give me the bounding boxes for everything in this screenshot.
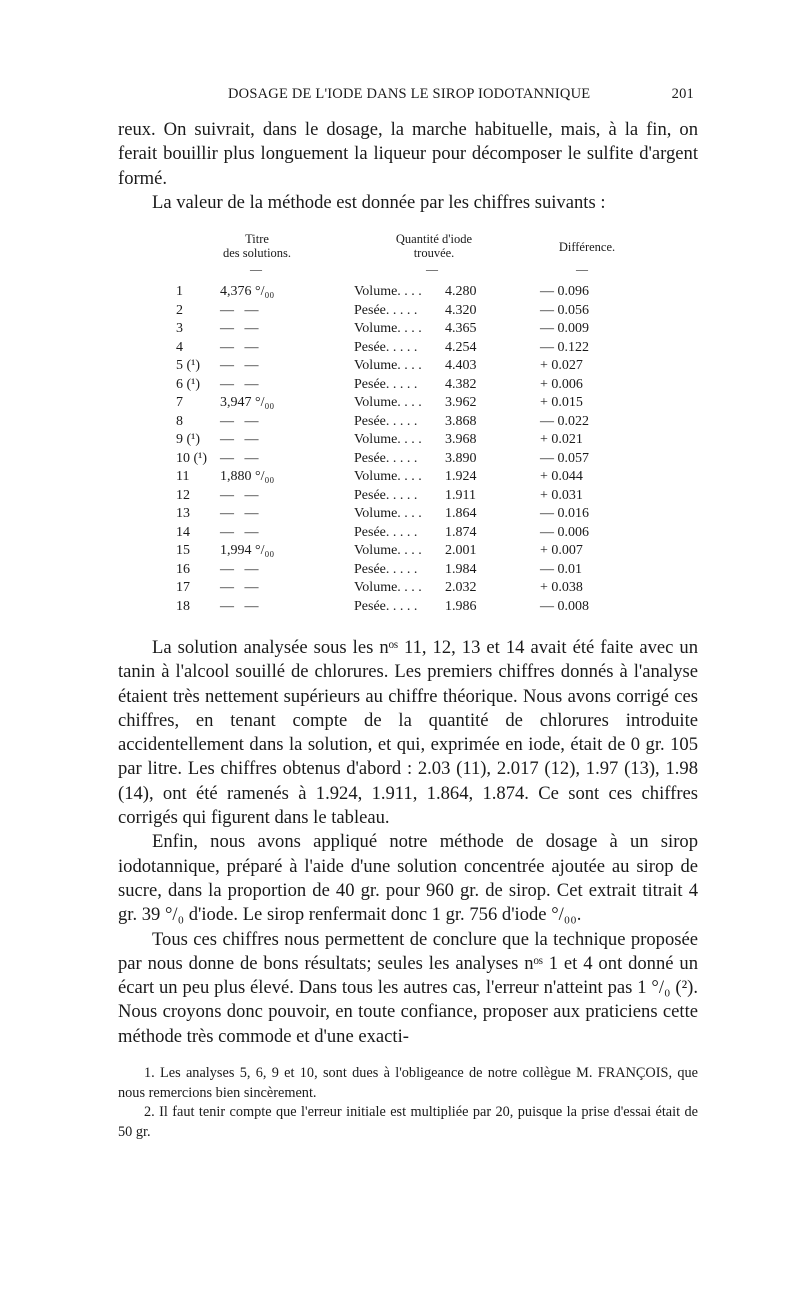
- row-number: 14: [176, 524, 190, 540]
- row-difference: + 0.021: [540, 432, 583, 447]
- row-methode: Pesée. . . . .: [354, 302, 418, 318]
- row-methode: Volume. . . .: [354, 284, 422, 299]
- header-rule: —: [426, 262, 438, 276]
- row-quantite: 1.984: [445, 561, 477, 577]
- row-number: 1: [176, 284, 183, 299]
- row-number: 2: [176, 302, 183, 318]
- row-number: 13: [176, 506, 190, 521]
- row-methode: Volume. . . .: [354, 358, 422, 373]
- row-difference: — 0.009: [540, 321, 589, 336]
- row-titre: — —: [220, 506, 259, 521]
- table-row: [118, 525, 698, 545]
- row-number: 3: [176, 321, 183, 336]
- intro-lead: La valeur de la méthode est donnée par les chiffres suivants :: [152, 191, 606, 213]
- row-difference: — 0.057: [540, 450, 589, 466]
- row-quantite: 1.986: [445, 598, 477, 614]
- row-titre: — —: [220, 487, 259, 503]
- row-methode: Volume. . . .: [354, 469, 422, 484]
- row-quantite: 4.320: [445, 302, 477, 318]
- table-row: [118, 488, 698, 508]
- header-rule: —: [576, 262, 588, 276]
- row-quantite: 1.874: [445, 524, 477, 540]
- row-difference: + 0.007: [540, 543, 583, 558]
- footnotes: [118, 1064, 698, 1142]
- row-number: 17: [176, 580, 190, 595]
- row-methode: Pesée. . . . .: [354, 413, 418, 429]
- row-quantite: 2.032: [445, 580, 477, 595]
- row-methode: Pesée. . . . .: [354, 561, 418, 577]
- paragraph-2: Enfin, nous avons appliqué notre méthode de dosage à un sirop iodotannique, préparé à l'aide d'une solution concentrée ajoutée au sirop de sucre, dans la proportion de 40 gr. pour 960 gr. de sirop. Cet extrait titrait 4 gr. 39 °/₀ d'iode. Le sirop renfermait donc 1 gr. 756 d'iode °/₀₀.: [118, 831, 698, 926]
- row-methode: Volume. . . .: [354, 395, 422, 410]
- row-number: 9 (¹): [176, 432, 201, 447]
- row-difference: — 0.006: [540, 524, 589, 540]
- row-quantite: 4.382: [445, 376, 477, 392]
- row-titre: 3,947 °/₀₀: [220, 395, 275, 410]
- table-row: [118, 284, 698, 304]
- table-row: [118, 377, 698, 397]
- footnote-2: 2. Il faut tenir compte que l'erreur initiale est multipliée par 20, puisque la prise d'essai était de 50 gr.: [118, 1104, 698, 1140]
- row-difference: — 0.008: [540, 598, 589, 614]
- row-difference: — 0.056: [540, 302, 589, 318]
- table-row: [118, 321, 698, 341]
- table-row: [118, 414, 698, 434]
- row-quantite: 3.868: [445, 413, 477, 429]
- row-methode: Pesée. . . . .: [354, 524, 418, 540]
- header-titre: Titre des solutions.: [222, 232, 292, 260]
- table-row: [118, 506, 698, 526]
- row-difference: — 0.122: [540, 339, 589, 355]
- page-number: 201: [671, 86, 694, 102]
- row-titre: — —: [220, 450, 259, 466]
- row-methode: Volume. . . .: [354, 580, 422, 595]
- row-difference: + 0.038: [540, 580, 583, 595]
- row-difference: + 0.031: [540, 487, 583, 503]
- paragraph-3: Tous ces chiffres nous permettent de conclure que la technique proposée par nous donne de bons résultats; seules les analyses nᵒˢ 1 et 4 ont donné un écart un peu plus élevé. Dans tous les autres cas, l'erreur n'atteint pas 1 °/₀ (²). Nous croyons donc pouvoir, en toute confiance, proposer aux praticiens cette méthode très commode et d'une exacti-: [118, 928, 698, 1047]
- row-titre: — —: [220, 321, 259, 336]
- row-titre: — —: [220, 432, 259, 447]
- row-number: 12: [176, 487, 190, 503]
- row-methode: Volume. . . .: [354, 321, 422, 336]
- row-methode: Pesée. . . . .: [354, 598, 418, 614]
- footnote-1: 1. Les analyses 5, 6, 9 et 10, sont dues à l'obligeance de notre collègue M. FRANÇOIS, que nous remercions bien sincèrement.: [118, 1065, 698, 1101]
- row-titre: — —: [220, 339, 259, 355]
- row-quantite: 4.280: [445, 284, 477, 299]
- header-quantite: Quantité d'iode trouvée.: [395, 232, 473, 260]
- running-head-title: DOSAGE DE L'IODE DANS LE SIROP IODOTANNIQUE: [228, 86, 591, 102]
- row-quantite: 1.911: [445, 487, 476, 503]
- row-titre: — —: [220, 358, 259, 373]
- table-row: [118, 469, 698, 489]
- table-row: [118, 580, 698, 600]
- row-difference: — 0.01: [540, 561, 582, 577]
- results-table: [118, 228, 698, 628]
- row-difference: — 0.016: [540, 506, 589, 521]
- row-difference: + 0.027: [540, 358, 583, 373]
- body-text: [118, 636, 698, 1049]
- row-quantite: 1.864: [445, 506, 477, 521]
- row-quantite: 2.001: [445, 543, 477, 558]
- row-quantite: 4.365: [445, 321, 477, 336]
- paragraph-1: La solution analysée sous les nᵒˢ 11, 12, 13 et 14 avait été faite avec un tanin à l'alcool souillé de chlorures. Les premiers chiffres donnés à l'analyse étaient très nettement supérieurs au chiffre théorique. Nous avons corrigé ces chiffres, en tenant compte de la quantité de chlorures introduite accidentellement dans la solution, et qui, exprimée en iode, était de 0 gr. 105 par litre. Les chiffres obtenus d'abord : 2.03 (11), 2.017 (12), 1.97 (13), 1.98 (14), ont été ramenés à 1.924, 1.911, 1.864, 1.874. Ce sont ces chiffres corrigés qui figurent dans le tableau.: [118, 637, 698, 829]
- row-titre: 4,376 °/₀₀: [220, 284, 275, 299]
- table-row: [118, 358, 698, 378]
- row-titre: — —: [220, 302, 259, 318]
- row-titre: — —: [220, 524, 259, 540]
- row-number: 11: [176, 469, 190, 484]
- row-difference: — 0.096: [540, 284, 589, 299]
- row-methode: Pesée. . . . .: [354, 339, 418, 355]
- header-rule: —: [250, 262, 262, 276]
- intro-paragraph: [118, 118, 698, 215]
- row-difference: + 0.006: [540, 376, 583, 392]
- row-titre: — —: [220, 580, 259, 595]
- row-methode: Volume. . . .: [354, 432, 422, 447]
- row-titre: 1,994 °/₀₀: [220, 543, 275, 558]
- row-number: 5 (¹): [176, 358, 201, 373]
- row-titre: — —: [220, 561, 259, 577]
- row-methode: Pesée. . . . .: [354, 376, 418, 392]
- row-number: 6 (¹): [176, 376, 201, 392]
- row-quantite: 3.968: [445, 432, 477, 447]
- row-titre: — —: [220, 598, 259, 614]
- table-row: [118, 599, 698, 619]
- row-number: 7: [176, 395, 183, 410]
- row-number: 8: [176, 413, 183, 429]
- row-methode: Pesée. . . . .: [354, 487, 418, 503]
- row-difference: + 0.015: [540, 395, 583, 410]
- row-number: 16: [176, 561, 190, 577]
- row-difference: — 0.022: [540, 413, 589, 429]
- table-row: [118, 543, 698, 563]
- table-row: [118, 395, 698, 415]
- table-row: [118, 562, 698, 582]
- table-row: [118, 340, 698, 360]
- row-methode: Pesée. . . . .: [354, 450, 418, 466]
- row-quantite: 3.890: [445, 450, 477, 466]
- row-titre: — —: [220, 413, 259, 429]
- row-quantite: 3.962: [445, 395, 477, 410]
- row-difference: + 0.044: [540, 469, 583, 484]
- header-difference: Différence.: [558, 240, 616, 254]
- row-titre: — —: [220, 376, 259, 392]
- row-quantite: 1.924: [445, 469, 477, 484]
- row-number: 18: [176, 598, 190, 614]
- row-methode: Volume. . . .: [354, 543, 422, 558]
- intro-text: reux. On suivrait, dans le dosage, la marche habituelle, mais, à la fin, on ferait bouillir plus longuement la liqueur pour décomposer le sulfite d'argent formé.: [118, 119, 698, 189]
- row-titre: 1,880 °/₀₀: [220, 469, 275, 484]
- row-number: 4: [176, 339, 183, 355]
- table-row: [118, 432, 698, 452]
- row-number: 15: [176, 543, 190, 558]
- row-quantite: 4.254: [445, 339, 477, 355]
- row-methode: Volume. . . .: [354, 506, 422, 521]
- table-row: [118, 303, 698, 323]
- row-number: 10 (¹): [176, 450, 208, 466]
- row-quantite: 4.403: [445, 358, 477, 373]
- table-row: [118, 451, 698, 471]
